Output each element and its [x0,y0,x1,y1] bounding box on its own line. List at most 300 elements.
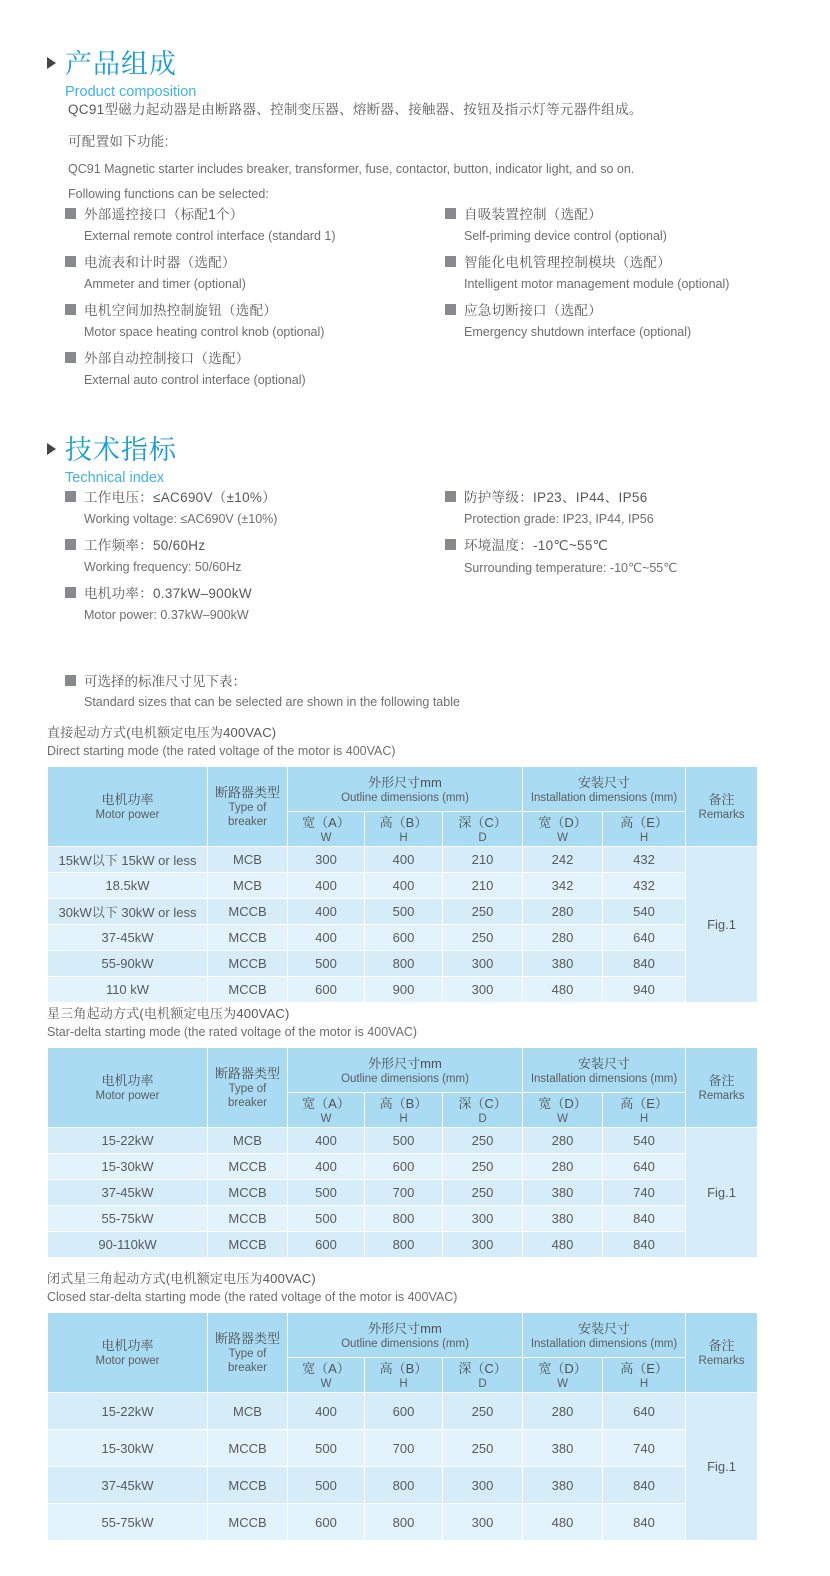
table-cell: MCCB [208,899,288,925]
table-cell: 740 [603,1430,686,1467]
header-sub-col-cn: 宽（D） [538,1095,587,1111]
table-cell: MCB [208,847,288,873]
header-sub-col-cn: 深（C） [458,1360,507,1376]
header-sub-col-en: D [478,1377,487,1390]
feature-en-text: Ammeter and timer (optional) [84,277,246,291]
table-cell: 210 [443,847,523,873]
table-cell: 840 [603,1206,686,1232]
header-remarks-en: Remarks [698,809,745,821]
spec-en-text: Working frequency: 50/60Hz [84,560,242,574]
header-remarks-en: Remarks [698,1355,745,1367]
table-cell: MCCB [208,1232,288,1258]
header-sub-col [365,1358,443,1393]
triangle-marker-icon [47,57,56,69]
header-sub-col-en: W [557,1112,568,1125]
triangle-marker-icon [47,443,56,455]
product-composition-section [47,42,196,100]
table-row [48,899,758,925]
table-cell: 15-30kW [48,1154,208,1180]
section-heading [47,42,196,81]
table-cell: 342 [523,873,603,899]
table-cell: 540 [603,1128,686,1154]
direct-starting-table-block [47,722,807,1003]
star-delta-table-block [47,1003,807,1258]
table-cell: 400 [288,1154,365,1180]
table-cell: 90-110kW [48,1232,208,1258]
table-cell: 480 [523,1504,603,1541]
feature-cn [445,251,825,271]
header-sub-col-en: W [320,831,332,844]
table-cell: MCCB [208,1467,288,1504]
header-outline-dimensions-en: Outline dimensions (mm) [341,1337,469,1350]
feature-en-text: Self-priming device control (optional) [464,229,667,243]
table-cell: MCCB [208,925,288,951]
section-subtitle: Product composition [65,84,197,100]
spec-cn [65,534,435,554]
header-motor-power-en: Motor power [95,1355,160,1367]
spec-cn-text: 防护等级：IP23、IP44、IP56 [464,490,648,505]
feature-en-text: Motor space heating control knob (optional) [84,325,325,339]
header-outline-dimensions-en: Outline dimensions (mm) [341,791,469,804]
table-cell: 400 [288,899,365,925]
header-sub-col-cn: 深（C） [458,814,507,830]
table-cell: 250 [443,1128,523,1154]
header-breaker-type-en: breaker [228,816,267,828]
remarks-cell: Fig.1 [686,1128,758,1258]
table-row [48,1154,758,1180]
header-installation-dimensions-en: Installation dimensions (mm) [530,1072,678,1085]
header-sub-col [523,1358,603,1393]
standard-sizes-note [65,670,665,709]
table-cell: 280 [523,1128,603,1154]
header-remarks-en: Remarks [698,1090,745,1102]
header-sub-col-cn: 宽（A） [302,1360,350,1376]
table-cell: 600 [365,1154,443,1180]
table-cell: 500 [365,899,443,925]
header-installation-dimensions-cn: 安装尺寸 [578,1055,631,1071]
table-caption-en: Closed star-delta starting mode (the rated voltage of the motor is 400VAC) [47,1290,458,1304]
table-cell: 380 [523,951,603,977]
table-cell: 250 [443,1393,523,1430]
header-motor-power-en: Motor power [95,1090,160,1102]
header-breaker-type-cn: 断路器类型 [214,1331,280,1346]
header-breaker-type-cn: 断路器类型 [214,1066,280,1081]
header-sub-col-en: W [320,1377,332,1390]
spec-cn [445,486,825,506]
header-motor-power-en: Motor power [95,809,160,821]
section-heading [47,428,177,467]
table-cell: 280 [523,899,603,925]
spec-en-text: Working voltage: ≤AC690V (±10%) [84,512,278,526]
feature-list-right [445,203,825,347]
header-sub-col-cn: 深（C） [458,1095,507,1111]
square-bullet-icon [65,675,76,686]
table-cell: 600 [365,925,443,951]
table-cell: 37-45kW [48,1180,208,1206]
header-motor-power-cn: 电机功率 [101,792,154,807]
square-bullet-icon [445,539,456,550]
table-row [48,1504,758,1541]
spec-list-right [445,486,825,583]
header-sub-col [523,1093,603,1128]
header-sub-col-cn: 宽（A） [302,814,350,830]
feature-cn-text: 智能化电机管理控制模块（选配） [464,255,671,270]
table-cell: 55-90kW [48,951,208,977]
table-cell: 640 [603,1154,686,1180]
header-sub-col-en: H [399,1112,408,1125]
table-cell: 300 [443,977,523,1003]
spec-en-text: Motor power: 0.37kW–900kW [84,608,249,622]
square-bullet-icon [65,208,76,219]
header-motor-power [48,1313,208,1393]
table-cell: 500 [288,1180,365,1206]
table-caption-cn: 闭式星三角起动方式(电机额定电压为400VAC) [47,1271,316,1286]
feature-cn-text: 电流表和计时器（选配） [84,255,236,270]
header-sub-col [443,1358,523,1393]
table-row [48,925,758,951]
header-sub-col-en: D [478,1112,487,1125]
table-cell: 37-45kW [48,925,208,951]
header-sub-col-en: W [557,1377,568,1390]
table-cell: 700 [365,1430,443,1467]
table-cell: 15kW以下 15kW or less [48,847,208,873]
table-cell: MCB [208,873,288,899]
note-cn-text: 可选择的标准尺寸见下表： [84,674,246,689]
header-remarks [686,1313,758,1393]
feature-item [445,203,825,243]
table-cell: 242 [523,847,603,873]
table-cell: 500 [288,1467,365,1504]
feature-cn [445,203,825,223]
feature-cn [445,299,825,319]
table-caption-en: Star-delta starting mode (the rated voltage of the motor is 400VAC) [47,1025,418,1039]
header-breaker-type-en: breaker [228,1097,267,1109]
table-cell: 600 [288,1504,365,1541]
table-cell: 740 [603,1180,686,1206]
table-cell: 280 [523,1393,603,1430]
header-sub-col [523,812,603,847]
header-sub-col [603,1093,686,1128]
header-outline-dimensions-cn: 外形尺寸mm [368,1055,442,1071]
feature-list-left [65,203,435,395]
square-bullet-icon [65,256,76,267]
table-row [48,1206,758,1232]
note-cn [65,670,665,690]
header-sub-col-cn: 宽（A） [302,1095,350,1111]
header-sub-col [603,1358,686,1393]
feature-cn [65,251,435,271]
feature-cn [65,347,435,367]
header-remarks [686,1048,758,1128]
square-bullet-icon [65,539,76,550]
table-cell: 432 [603,847,686,873]
table-cell: 800 [365,1232,443,1258]
remarks-cell: Fig.1 [686,847,758,1003]
header-installation-dimensions [523,1313,686,1358]
table-cell: 15-22kW [48,1393,208,1430]
header-sub-col-cn: 宽（D） [538,1360,587,1376]
table-cell: 500 [288,1206,365,1232]
table-cell: 210 [443,873,523,899]
header-motor-power [48,1048,208,1128]
feature-cn [65,299,435,319]
table-row [48,1128,758,1154]
header-sub-col-cn: 高（E） [620,1360,668,1376]
table-cell: 300 [443,1504,523,1541]
header-outline-dimensions [288,1048,523,1093]
header-installation-dimensions-en: Installation dimensions (mm) [530,1337,678,1350]
table-cell: 600 [288,1232,365,1258]
spec-cn-text: 电机功率：0.37kW–900kW [84,586,252,601]
table-cell: 55-75kW [48,1206,208,1232]
table-cell: 540 [603,899,686,925]
remarks-cell: Fig.1 [686,1393,758,1541]
table-cell: MCCB [208,1154,288,1180]
table-row [48,847,758,873]
header-motor-power-cn: 电机功率 [101,1338,154,1353]
feature-en-text: External remote control interface (standard 1) [84,229,336,243]
spec-item [445,486,825,526]
section-subtitle: Technical index [65,470,165,486]
table-cell: 400 [288,873,365,899]
table-cell: MCCB [208,1180,288,1206]
table-cell: 600 [288,977,365,1003]
header-sub-col-en: H [399,1377,408,1390]
spec-cn-text: 环境温度：-10℃~55℃ [464,538,609,553]
dimension-table [47,1047,758,1258]
header-outline-dimensions [288,1313,523,1358]
spec-en-text: Surrounding temperature: -10℃~55℃ [464,561,678,575]
table-cell: MCCB [208,951,288,977]
square-bullet-icon [65,304,76,315]
header-sub-col-cn: 高（E） [620,814,668,830]
header-row-top [48,1048,758,1093]
feature-cn [65,203,435,223]
header-sub-col [365,812,443,847]
header-outline-dimensions-en: Outline dimensions (mm) [341,1072,469,1085]
table-row [48,873,758,899]
table-cell: 640 [603,1393,686,1430]
intro-paragraph: QC91 Magnetic starter includes breaker, transformer, fuse, contactor, button, indicator light, and so on. [68,162,635,176]
spec-item [445,534,825,575]
table-cell: 940 [603,977,686,1003]
square-bullet-icon [445,256,456,267]
table-cell: 400 [288,1128,365,1154]
table-cell: 300 [443,1467,523,1504]
square-bullet-icon [65,352,76,363]
table-row [48,951,758,977]
header-sub-col [288,812,365,847]
feature-en-text: External auto control interface (optional) [84,373,306,387]
table-cell: 432 [603,873,686,899]
header-breaker-type [208,1313,288,1393]
table-cell: 300 [443,1232,523,1258]
table-cell: 500 [365,1128,443,1154]
header-installation-dimensions [523,767,686,812]
table-cell: MCCB [208,1206,288,1232]
table-cell: 250 [443,1154,523,1180]
feature-en-text: Intelligent motor management module (optional) [464,277,730,291]
table-cell: 800 [365,1467,443,1504]
table-cell: 400 [365,847,443,873]
table-cell: 300 [443,951,523,977]
table-cell: 380 [523,1467,603,1504]
feature-cn-text: 外部遥控接口（标配1个） [84,207,244,222]
header-row-top [48,767,758,812]
header-sub-col-cn: 高（B） [379,1360,428,1376]
header-outline-dimensions-cn: 外形尺寸mm [368,1320,442,1336]
intro-paragraph: 可配置如下功能: [68,134,169,149]
table-row [48,977,758,1003]
square-bullet-icon [445,304,456,315]
table-cell: 840 [603,1232,686,1258]
table-cell: 480 [523,977,603,1003]
spec-en-text: Protection grade: IP23, IP44, IP56 [464,512,654,526]
feature-en-text: Emergency shutdown interface (optional) [464,325,692,339]
table-caption-cn: 星三角起动方式(电机额定电压为400VAC) [47,1006,290,1021]
header-sub-col [288,1358,365,1393]
table-cell: 900 [365,977,443,1003]
table-cell: MCCB [208,1504,288,1541]
header-breaker-type [208,1048,288,1128]
table-cell: 700 [365,1180,443,1206]
header-sub-col [603,812,686,847]
table-cell: 400 [288,925,365,951]
table-cell: 380 [523,1430,603,1467]
table-cell: 37-45kW [48,1467,208,1504]
table-cell: 280 [523,1154,603,1180]
header-breaker-type-cn: 断路器类型 [214,785,280,800]
table-cell: 600 [365,1393,443,1430]
table-cell: 300 [288,847,365,873]
table-row [48,1430,758,1467]
table-cell: 55-75kW [48,1504,208,1541]
table-cell: 400 [365,873,443,899]
table-caption-en: Direct starting mode (the rated voltage of the motor is 400VAC) [47,744,396,758]
feature-item [445,251,825,291]
feature-item [65,251,435,291]
header-sub-col-en: H [399,831,408,844]
spec-cn-text: 工作频率：50/60Hz [84,538,206,553]
header-sub-col [443,812,523,847]
header-outline-dimensions [288,767,523,812]
header-breaker-type-en: Type of [228,1348,267,1360]
table-cell: 840 [603,951,686,977]
table-row [48,1232,758,1258]
header-breaker-type-en: Type of [228,1083,267,1095]
table-cell: 480 [523,1232,603,1258]
closed-star-delta-table-block [47,1268,807,1541]
table-cell: 380 [523,1180,603,1206]
feature-cn-text: 自吸装置控制（选配） [464,207,602,222]
intro-paragraph: QC91型磁力起动器是由断路器、控制变压器、熔断器、接触器、按钮及指示灯等元器件组成。 [68,102,643,117]
spec-cn [65,582,435,602]
header-sub-col-cn: 高（E） [620,1095,668,1111]
header-sub-col-cn: 宽（D） [538,814,587,830]
intro-paragraphs [68,98,788,212]
table-caption-cn: 直接起动方式(电机额定电压为400VAC) [47,725,277,740]
table-cell: MCCB [208,977,288,1003]
feature-cn-text: 外部自动控制接口（选配） [84,351,250,366]
header-sub-col-cn: 高（B） [379,1095,428,1111]
table-cell: 800 [365,951,443,977]
spec-cn-text: 工作电压：≤AC690V（±10%） [84,490,277,505]
header-sub-col-en: H [639,831,649,844]
header-remarks-cn: 备注 [708,1073,735,1088]
header-outline-dimensions-cn: 外形尺寸mm [368,774,442,790]
header-sub-col [443,1093,523,1128]
table-cell: 800 [365,1504,443,1541]
dimension-table [47,1312,758,1541]
header-sub-col-en: H [639,1112,649,1125]
section-title: 技术指标 [65,435,177,465]
spec-item [65,582,435,622]
table-cell: 30kW以下 30kW or less [48,899,208,925]
header-sub-col [288,1093,365,1128]
header-breaker-type-en: Type of [228,802,267,814]
table-cell: 250 [443,925,523,951]
spec-cn [65,486,435,506]
feature-item [65,299,435,339]
table-row [48,1467,758,1504]
header-installation-dimensions-cn: 安装尺寸 [578,774,631,790]
feature-item [445,299,825,339]
header-motor-power-cn: 电机功率 [101,1073,154,1088]
header-remarks-cn: 备注 [708,792,735,807]
table-cell: 280 [523,925,603,951]
header-installation-dimensions-cn: 安装尺寸 [578,1320,631,1336]
note-en-text: Standard sizes that can be selected are shown in the following table [84,695,460,709]
intro-paragraph: Following functions can be selected: [68,187,269,201]
table-cell: 15-22kW [48,1128,208,1154]
table-cell: MCB [208,1393,288,1430]
table-cell: 110 kW [48,977,208,1003]
spec-cn [445,534,825,554]
spec-item [65,534,435,574]
section-title: 产品组成 [65,49,177,79]
header-breaker-type-en: breaker [228,1362,267,1374]
table-cell: 18.5kW [48,873,208,899]
header-installation-dimensions-en: Installation dimensions (mm) [530,791,678,804]
table-cell: 380 [523,1206,603,1232]
spec-list-left [65,486,435,630]
header-row-top [48,1313,758,1358]
square-bullet-icon [445,208,456,219]
header-sub-col-en: W [320,1112,332,1125]
header-installation-dimensions [523,1048,686,1093]
table-row [48,1180,758,1206]
table-cell: 500 [288,951,365,977]
square-bullet-icon [65,491,76,502]
table-cell: 840 [603,1467,686,1504]
table-cell: MCB [208,1128,288,1154]
table-row [48,1393,758,1430]
technical-index-section [47,428,177,486]
table-cell: 15-30kW [48,1430,208,1467]
feature-item [65,203,435,243]
header-sub-col-en: H [639,1377,649,1390]
feature-cn-text: 电机空间加热控制旋钮（选配） [84,303,278,318]
table-cell: 250 [443,1180,523,1206]
table-cell: 640 [603,925,686,951]
header-sub-col-en: D [478,831,487,844]
spec-item [65,486,435,526]
table-cell: MCCB [208,1430,288,1467]
square-bullet-icon [445,491,456,502]
square-bullet-icon [65,587,76,598]
feature-cn-text: 应急切断接口（选配） [464,303,602,318]
header-sub-col [365,1093,443,1128]
